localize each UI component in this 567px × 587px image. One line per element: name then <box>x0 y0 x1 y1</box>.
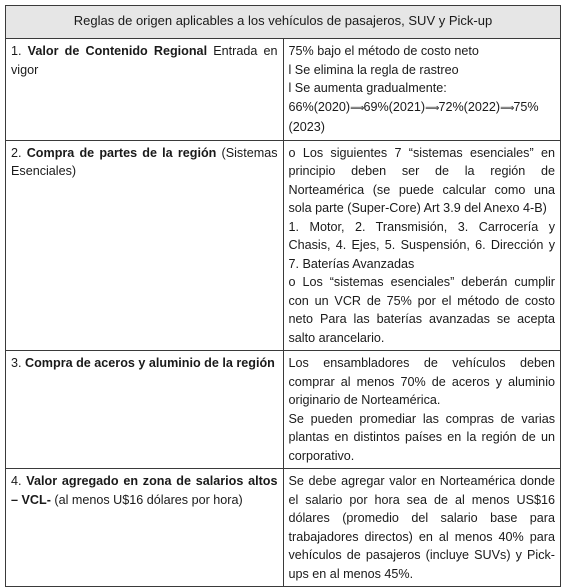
row-label-bold: Compra de partes de la región <box>26 145 217 160</box>
row-line: l Se aumenta gradualmente: <box>288 81 447 95</box>
schedule-step: 75%(2023) <box>288 99 539 134</box>
arrow-right-icon: ⟹ <box>350 102 364 114</box>
row-label-bold: Valor agregado en zona de salarios altos – VCL- <box>11 474 278 507</box>
row-content-cell <box>283 140 561 351</box>
table-header-row <box>6 6 561 39</box>
table-row <box>6 469 561 587</box>
row-label-cell <box>6 39 284 141</box>
row-line: Se pueden promediar las compras de varias plantas en distintos países en la región de un corporativo. <box>288 411 555 463</box>
row-line: o Los “sistemas esenciales” deberán cumplir con un VCR de 75% por el método de costo neto Para las baterías avanzadas se acepta salto arancelario. <box>288 275 555 345</box>
arrow-right-icon: ⟹ <box>425 102 439 114</box>
schedule-step: 72%(2022) <box>438 99 501 114</box>
row-line: Los ensambladores de vehículos deben comprar al menos 70% de aceros y aluminio originario de Norteamérica. <box>288 356 555 407</box>
row-content-cell <box>283 351 561 469</box>
row-label-bold: Valor de Contenido Regional <box>27 44 208 58</box>
row-number: 1. <box>11 44 22 58</box>
row-line: Se debe agregar valor en Norteamérica donde el salario por hora sea de al menos US$16 dólares (promedio del salario base para trabajadores directos) en al menos 40% para vehículos de pasajeros (incluye SUVs) y Pick-ups en al menos 45%. <box>288 474 555 581</box>
table-row <box>6 351 561 469</box>
row-number: 4. <box>11 474 22 488</box>
arrow-right-icon: ⟹ <box>500 102 514 114</box>
row-label-rest: (Sistemas Esenciales) <box>11 145 278 178</box>
row-line: 75% bajo el método de costo neto <box>288 44 479 58</box>
row-label-bold: Compra de aceros y aluminio de la región <box>25 356 275 370</box>
row-line: o Los siguientes 7 “sistemas esenciales” en principio deben ser de la región de Norteamérica (se puede calcular como una sola parte (Super-Core) Art 3.9 del Anexo 4-B) <box>288 145 555 215</box>
row-label-cell <box>6 351 284 469</box>
schedule-step: 66%(2020) <box>288 99 351 114</box>
row-content-cell <box>283 39 561 141</box>
row-label-cell <box>6 469 284 587</box>
row-content-cell <box>283 469 561 587</box>
row-line: 1. Motor, 2. Transmisión, 3. Carrocería y Chasis, 4. Ejes, 5. Suspensión, 6. Dirección y 7. Baterías Avanzadas <box>288 219 555 271</box>
row-line: l Se elimina la regla de rastreo <box>288 62 459 77</box>
row-number: 2. <box>11 145 22 160</box>
table-row <box>6 140 561 351</box>
row-label-rest: Entrada en vigor <box>11 44 278 77</box>
table-row <box>6 39 561 141</box>
vcr-schedule <box>289 98 556 137</box>
row-number: 3. <box>11 356 22 370</box>
schedule-step: 69%(2021) <box>363 99 426 114</box>
rules-of-origin-table <box>5 5 561 587</box>
table-title: Reglas de origen aplicables a los vehículos de pasajeros, SUV y Pick-up <box>6 6 561 39</box>
row-label-cell <box>6 140 284 351</box>
row-label-rest: (al menos U$16 dólares por hora) <box>54 492 243 507</box>
